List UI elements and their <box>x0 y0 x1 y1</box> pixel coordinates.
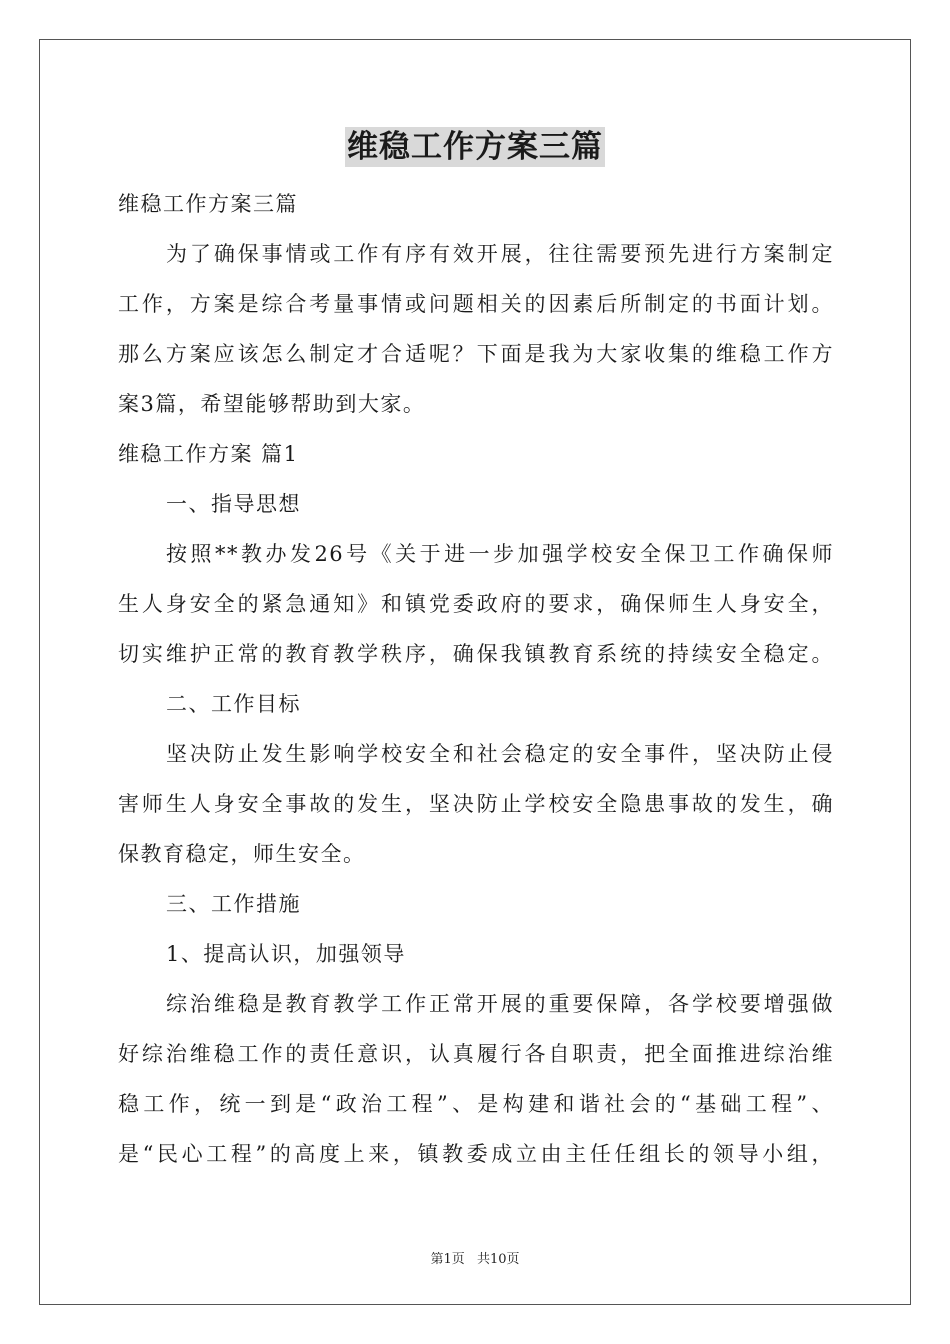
body-line: 坚决防止发生影响学校安全和社会稳定的安全事件，坚决防止侵 <box>166 742 834 766</box>
body-line: 一、指导思想 <box>166 492 301 516</box>
body-line: 维稳工作方案 篇1 <box>118 442 299 466</box>
body-line: 切实维护正常的教育教学秩序，确保我镇教育系统的持续安全稳定。 <box>118 642 834 666</box>
body-line: 1、提高认识，加强领导 <box>166 942 406 966</box>
page-footer <box>0 1248 950 1267</box>
body-line: 工作，方案是综合考量事情或问题相关的因素后所制定的书面计划。 <box>118 292 834 316</box>
body-line: 综治维稳是教育教学工作正常开展的重要保障，各学校要增强做 <box>166 992 834 1016</box>
body-line: 三、工作措施 <box>166 892 301 916</box>
body-line: 为了确保事情或工作有序有效开展，往往需要预先进行方案制定 <box>166 242 834 266</box>
body-line: 是“民心工程”的高度上来，镇教委成立由主任任组长的领导小组， <box>118 1142 834 1166</box>
body-line: 维稳工作方案三篇 <box>118 192 298 216</box>
document-body <box>118 179 834 1179</box>
page-number: 第1页 <box>430 1252 465 1267</box>
body-line: 那么方案应该怎么制定才合适呢？下面是我为大家收集的维稳工作方 <box>118 342 834 366</box>
body-line: 按照**教办发26号《关于进一步加强学校安全保卫工作确保师 <box>166 542 834 566</box>
body-line: 好综治维稳工作的责任意识，认真履行各自职责，把全面推进综治维 <box>118 1042 834 1066</box>
title-container <box>0 127 950 167</box>
body-line: 生人身安全的紧急通知》和镇党委政府的要求，确保师生人身安全， <box>118 592 834 616</box>
body-line: 害师生人身安全事故的发生，坚决防止学校安全隐患事故的发生，确 <box>118 792 834 816</box>
body-line: 二、工作目标 <box>166 692 301 716</box>
document-title: 维稳工作方案三篇 <box>347 129 603 165</box>
body-line: 稳工作，统一到是“政治工程”、是构建和谐社会的“基础工程”、 <box>118 1092 834 1116</box>
body-line: 案3篇，希望能够帮助到大家。 <box>118 392 426 416</box>
page-total: 共10页 <box>476 1252 520 1267</box>
body-line: 保教育稳定，师生安全。 <box>118 842 366 866</box>
